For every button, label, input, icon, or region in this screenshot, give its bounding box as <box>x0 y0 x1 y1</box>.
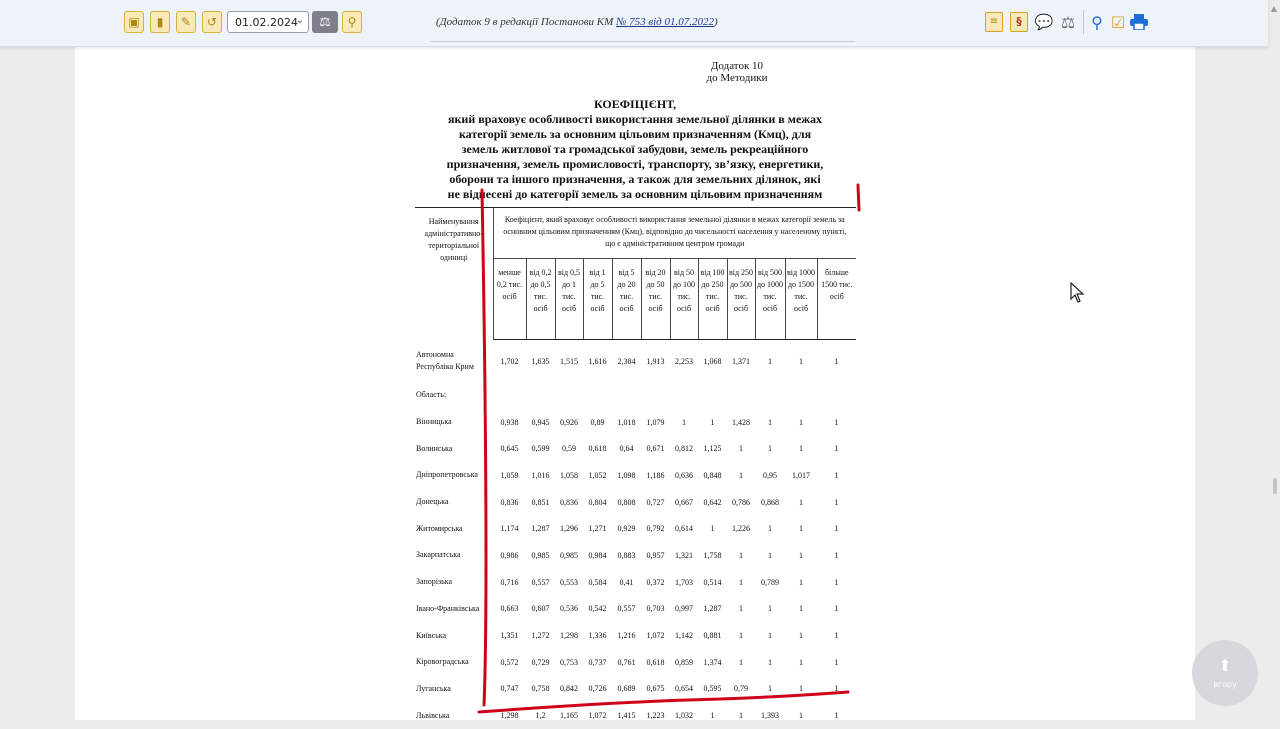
value-cell: 1 <box>799 444 803 454</box>
value-cell: 1 <box>739 657 743 667</box>
value-cell: 0,667 <box>675 497 693 507</box>
value-cell: 0,64 <box>619 444 634 454</box>
value-cell: 1 <box>834 417 839 427</box>
value-cell: 0,675 <box>646 684 665 694</box>
value-cell: 1 <box>768 631 772 641</box>
column-header: від 250 до 500 тис. осіб <box>727 259 755 340</box>
value-cell: 1 <box>739 577 743 587</box>
table-row <box>415 622 856 649</box>
value-cell: 1,393 <box>761 711 779 721</box>
amendment-prefix: (Додаток 9 в редакції Постанови КМ <box>436 16 616 28</box>
value-cell: 1 <box>768 524 772 534</box>
value-cell: 0,737 <box>588 657 607 667</box>
value-cell: 1,515 <box>560 356 578 366</box>
value-cell: 1,287 <box>531 524 550 534</box>
amendment-note <box>436 16 718 28</box>
appendix-label: Додаток 10 <box>710 60 764 72</box>
value-cell: 1,271 <box>588 524 607 534</box>
value-cell: 1 <box>834 524 839 534</box>
value-cell: 1,226 <box>732 524 750 534</box>
value-cell: 1,272 <box>531 631 550 641</box>
value-cell: 1 <box>739 550 743 560</box>
value-cell: 0,986 <box>500 550 519 560</box>
value-cell: 0,607 <box>531 604 550 614</box>
table-row <box>415 676 856 703</box>
document-title <box>430 97 840 202</box>
value-cell: 0,758 <box>531 684 550 694</box>
value-cell: 0,614 <box>675 524 693 534</box>
region-name-cell: Івано-Франківська <box>416 603 480 613</box>
value-cell: 0,836 <box>560 497 578 507</box>
table-row <box>415 515 856 542</box>
chevron-down-icon: ⌄ <box>295 15 304 26</box>
region-name-cell: Дніпропетровська <box>416 470 478 480</box>
value-cell: 0,642 <box>703 497 722 507</box>
value-cell <box>727 382 755 409</box>
print-icon[interactable] <box>1129 12 1149 32</box>
value-cell: 1 <box>768 356 772 366</box>
value-cell: 0,584 <box>588 577 607 587</box>
value-cell: 0,848 <box>703 470 722 480</box>
value-cell: 1 <box>768 550 772 560</box>
value-cell: 0,557 <box>617 604 636 614</box>
value-cell: 1 <box>799 577 803 587</box>
region-name-cell: Львівська <box>416 710 450 720</box>
value-cell: 1 <box>834 444 839 454</box>
table-row <box>415 382 856 409</box>
value-cell: 1 <box>834 497 839 507</box>
scales-icon[interactable]: ⚖ <box>1060 12 1076 32</box>
column-header: від 500 до 1000 тис. осіб <box>755 259 785 340</box>
value-cell: 0,572 <box>500 657 519 667</box>
column-header: від 5 до 20 тис. осіб <box>612 259 641 340</box>
value-cell: 1,079 <box>646 417 665 427</box>
value-cell: 0,727 <box>646 497 665 507</box>
region-name-cell: Область: <box>416 390 447 400</box>
value-cell: 0,926 <box>560 417 578 427</box>
value-cell: 1 <box>739 604 743 614</box>
value-cell <box>785 382 817 409</box>
attachment-icon[interactable]: ✎ <box>176 11 196 33</box>
value-cell: 1,216 <box>617 631 636 641</box>
value-cell: 1 <box>710 524 715 534</box>
revision-date-select[interactable] <box>227 11 309 33</box>
value-cell <box>612 382 641 409</box>
value-cell: 0,792 <box>646 524 665 534</box>
compare-scales-icon[interactable]: ⚖ <box>312 11 338 33</box>
value-cell: 1,616 <box>588 356 607 366</box>
value-cell: 1 <box>799 631 803 641</box>
value-cell: 1,321 <box>675 550 693 560</box>
value-cell: 0,753 <box>560 657 578 667</box>
value-cell: 1,016 <box>531 470 550 480</box>
title-line: земель житлової та громадської забудови, земель рекреаційного <box>461 142 809 156</box>
value-cell: 0,729 <box>531 657 550 667</box>
table-row <box>415 702 856 729</box>
value-cell: 1,336 <box>588 631 607 641</box>
column-header: від 0,2 до 0,5 тис. осіб <box>526 259 555 340</box>
value-cell: 1,702 <box>500 356 519 366</box>
value-cell: 1,2 <box>535 711 546 721</box>
value-cell: 1,296 <box>560 524 578 534</box>
table-row <box>415 435 856 462</box>
region-name-cell: Житомирська <box>416 523 463 533</box>
document-icon[interactable]: ≡ <box>984 12 1004 32</box>
value-cell: 1 <box>768 444 772 454</box>
revision-date-value: 01.02.2024 <box>235 15 298 29</box>
value-cell: 0,868 <box>761 497 779 507</box>
region-name-cell: Запорізька <box>416 577 453 587</box>
value-cell: 1 <box>834 470 839 480</box>
title-line: категорії земель за основним цільовим призначенням (Кмц), для <box>458 127 812 141</box>
column-header: від 20 до 50 тис. осіб <box>641 259 670 340</box>
value-cell: 1 <box>768 604 772 614</box>
value-cell: 0,851 <box>531 497 550 507</box>
column-header: від 100 до 250 тис. осіб <box>698 259 727 340</box>
value-cell: 1,072 <box>646 631 665 641</box>
value-cell: 1 <box>834 684 839 694</box>
value-cell: 1 <box>682 417 686 427</box>
value-cell: 1 <box>834 577 839 587</box>
value-cell: 1,351 <box>500 631 519 641</box>
value-cell: 0,761 <box>617 657 636 667</box>
value-cell: 0,618 <box>646 657 665 667</box>
value-cell: 1,059 <box>500 470 519 480</box>
value-cell: 1 <box>834 604 839 614</box>
value-cell: 2,253 <box>675 356 693 366</box>
comments-icon[interactable]: 💬 <box>1034 13 1054 31</box>
value-cell: 1 <box>834 550 839 560</box>
scrollbar-thumb[interactable] <box>1273 478 1277 494</box>
mouse-cursor-icon <box>1069 282 1085 304</box>
value-cell: 1 <box>799 657 803 667</box>
value-cell: 0,618 <box>588 444 607 454</box>
region-name-cell: Луганська <box>416 683 451 693</box>
value-cell: 0,789 <box>761 577 779 587</box>
history-icon[interactable]: ↺ <box>202 11 222 33</box>
value-cell <box>670 382 698 409</box>
value-cell: 1 <box>710 711 715 721</box>
value-cell: 0,985 <box>560 550 578 560</box>
divider <box>1083 10 1084 34</box>
search-icon[interactable]: ⚲ <box>1091 12 1103 32</box>
value-cell: 0,671 <box>646 444 665 454</box>
value-cell: 1,415 <box>617 711 636 721</box>
title-line: не віднесені до категорії земель за основним цільовим призначенням <box>447 187 823 201</box>
folder-icon[interactable]: ▣ <box>124 11 144 33</box>
value-cell: 1 <box>710 417 715 427</box>
scroll-top-label: вгору <box>1213 679 1237 689</box>
column-header: від 1000 до 1500 тис. осіб <box>785 259 817 340</box>
value-cell: 1 <box>799 524 803 534</box>
value-cell: 1,165 <box>560 711 578 721</box>
value-cell: 1 <box>799 604 803 614</box>
value-cell: 1 <box>739 470 743 480</box>
value-cell: 1,068 <box>703 356 722 366</box>
toolbar <box>0 0 1268 47</box>
value-cell: 1,374 <box>703 657 722 667</box>
name-column-header: Найменування адміністративно-територіальної одиниці <box>415 208 493 340</box>
value-cell: 1 <box>799 711 803 721</box>
value-cell <box>526 382 555 409</box>
value-cell: 1,142 <box>675 631 693 641</box>
scroll-top-button[interactable] <box>1192 640 1258 706</box>
value-cell: 0,985 <box>531 550 550 560</box>
bookmark-icon[interactable]: ▮ <box>150 11 170 33</box>
value-cell: 0,41 <box>619 577 634 587</box>
column-header: від 50 до 100 тис. осіб <box>670 259 698 340</box>
value-cell: 1,032 <box>675 711 693 721</box>
value-cell: 1 <box>834 356 839 366</box>
value-cell: 0,645 <box>500 444 519 454</box>
arrow-up-icon: ⬆ <box>1218 655 1232 675</box>
value-cell: 1,758 <box>703 550 722 560</box>
value-cell: 1 <box>739 444 743 454</box>
value-cell: 0,689 <box>617 684 636 694</box>
value-cell <box>755 382 785 409</box>
table-row <box>415 542 856 569</box>
value-cell: 1,223 <box>646 711 665 721</box>
value-cell: 0,703 <box>646 604 665 614</box>
table-row <box>415 340 856 383</box>
value-cell: 1,018 <box>617 417 636 427</box>
value-cell: 0,726 <box>588 684 607 694</box>
value-cell: 0,542 <box>588 604 607 614</box>
value-cell <box>493 382 526 409</box>
value-cell: 0,553 <box>560 577 578 587</box>
value-cell <box>817 382 856 409</box>
paragraph-icon[interactable]: § <box>1009 12 1029 32</box>
value-cell: 0,786 <box>732 497 750 507</box>
region-name-cell: Закарпатська <box>416 550 461 560</box>
divider <box>430 41 855 42</box>
value-cell: 1,058 <box>560 470 578 480</box>
value-cell: 0,929 <box>617 524 636 534</box>
value-cell: 1,017 <box>792 470 810 480</box>
table-row <box>415 462 856 489</box>
column-header: менше 0,2 тис. осіб <box>493 259 526 340</box>
value-cell: 0,984 <box>588 550 607 560</box>
table-row <box>415 489 856 516</box>
checklist-icon[interactable]: ☑ <box>1110 12 1126 32</box>
value-cell: 0,804 <box>588 497 607 507</box>
value-cell: 0,59 <box>562 444 576 454</box>
value-cell: 0,89 <box>590 417 605 427</box>
table-row <box>415 649 856 676</box>
value-cell: 1,371 <box>732 356 750 366</box>
value-cell: 0,716 <box>500 577 519 587</box>
value-cell: 0,938 <box>500 417 519 427</box>
value-cell: 1 <box>834 631 839 641</box>
value-cell: 0,859 <box>675 657 693 667</box>
value-cell: 0,557 <box>531 577 550 587</box>
region-name-cell: Волинська <box>416 443 453 453</box>
amendment-suffix: ) <box>714 16 718 28</box>
title-line: КОЕФІЦІЄНТ, <box>594 97 676 111</box>
region-name-cell: Донецька <box>416 497 449 507</box>
title-line: призначення, земель промисловості, транспорту, зв’язку, енергетики, <box>446 157 824 171</box>
value-cell: 0,812 <box>675 444 693 454</box>
value-cell: 0,957 <box>646 550 665 560</box>
table-row <box>415 409 856 436</box>
value-cell: 1 <box>834 657 839 667</box>
value-cell: 0,881 <box>703 631 722 641</box>
appendix-sublabel: до Методики <box>706 72 768 84</box>
value-cell: 1 <box>799 550 803 560</box>
value-cell: 0,997 <box>675 604 693 614</box>
value-cell: 0,514 <box>703 577 722 587</box>
value-cell: 1 <box>739 631 743 641</box>
value-cell: 1,298 <box>500 711 519 721</box>
value-cell: 0,836 <box>500 497 519 507</box>
region-name-cell: Кіровоградська <box>416 657 469 667</box>
value-cell: 1,635 <box>531 356 550 366</box>
value-cell: 1 <box>799 497 803 507</box>
value-cell: 0,95 <box>763 470 777 480</box>
value-cell: 0,663 <box>500 604 519 614</box>
value-cell: 1,428 <box>732 417 750 427</box>
coefficient-table <box>415 207 856 729</box>
value-cell: 1 <box>799 356 803 366</box>
value-cell: 1,287 <box>703 604 722 614</box>
value-cell: 1,174 <box>500 524 519 534</box>
value-cell: 1,703 <box>675 577 693 587</box>
value-cell: 1,186 <box>646 470 665 480</box>
table-body <box>415 340 856 729</box>
amendment-link[interactable]: № 753 від 01.07.2022 <box>615 16 715 28</box>
region-name-cell: Автономна Республіка Крим <box>416 349 474 371</box>
title-line: оборони та іншого призначення, а також для земельних ділянок, які <box>449 172 821 186</box>
value-cell: 0,883 <box>617 550 636 560</box>
scrollbar-up-arrow[interactable]: ▲ <box>1270 4 1277 13</box>
table-row <box>415 569 856 596</box>
value-cell: 0,636 <box>675 470 693 480</box>
value-cell: 1,298 <box>560 631 578 641</box>
value-cell: 1 <box>768 684 772 694</box>
value-cell: 1 <box>768 417 772 427</box>
value-cell: 1 <box>799 417 803 427</box>
value-cell: 1,125 <box>703 444 722 454</box>
value-cell: 1,913 <box>646 356 665 366</box>
value-cell: 0,842 <box>560 684 578 694</box>
link-icon[interactable]: ⚲ <box>342 11 362 33</box>
value-cell: 0,536 <box>560 604 578 614</box>
value-cell: 1 <box>799 684 803 694</box>
value-cell: 0,599 <box>531 444 550 454</box>
value-cell: 1 <box>739 711 743 721</box>
table-row <box>415 596 856 623</box>
group-column-header: Коефіцієнт, який враховує особливості використання земельної ділянки в межах категорії земель за основним цільовим призначенням (Кмц), відповідно до чисельності населення у населеному пункті, що є адміністративним центром громади <box>493 208 856 259</box>
column-header: від 0,5 до 1 тис. осіб <box>555 259 583 340</box>
value-cell: 1 <box>768 657 772 667</box>
region-name-cell: Київська <box>416 630 447 640</box>
value-cell: 0,945 <box>531 417 550 427</box>
value-cell <box>555 382 583 409</box>
column-header: від 1 до 5 тис. осіб <box>583 259 612 340</box>
value-cell: 1,098 <box>617 470 636 480</box>
value-cell: 0,372 <box>646 577 665 587</box>
title-line: який враховує особливості використання земельної ділянки в межах <box>448 112 822 126</box>
value-cell: 0,654 <box>675 684 693 694</box>
value-cell: 0,79 <box>734 684 748 694</box>
value-cell: 1,052 <box>588 470 607 480</box>
column-header: більше 1500 тис. осіб <box>817 259 856 340</box>
value-cell <box>698 382 727 409</box>
value-cell <box>583 382 612 409</box>
region-name-cell: Вінницька <box>416 417 452 427</box>
value-cell: 0,595 <box>703 684 722 694</box>
value-cell: 2,384 <box>617 356 636 366</box>
value-cell: 0,747 <box>500 684 519 694</box>
value-cell: 0,808 <box>617 497 636 507</box>
value-cell: 1,072 <box>588 711 607 721</box>
value-cell: 1 <box>834 711 839 721</box>
value-cell <box>641 382 670 409</box>
